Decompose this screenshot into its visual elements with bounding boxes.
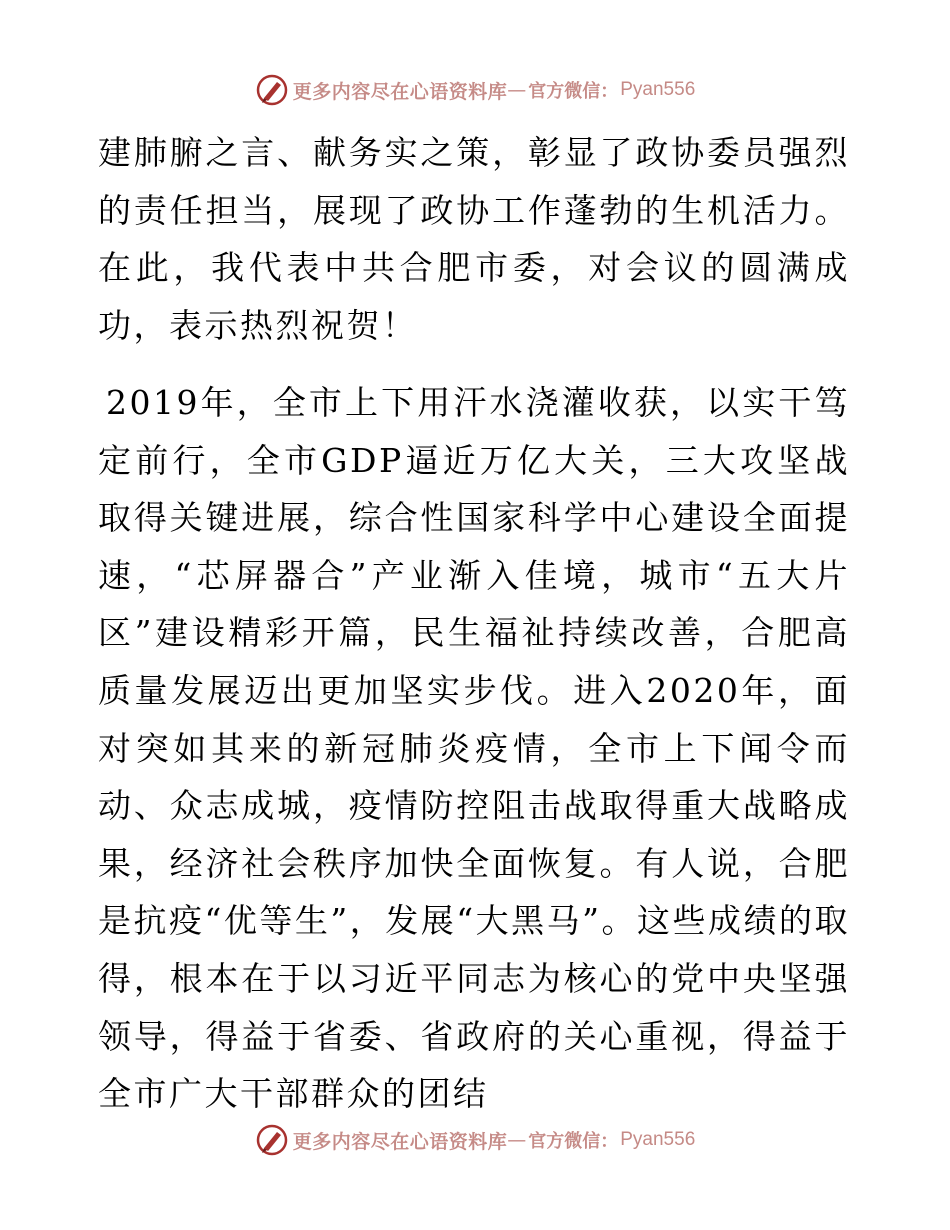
pen-logo-icon — [255, 73, 289, 107]
watermark-separator: — — [507, 1129, 527, 1151]
watermark-wechat-id: Pyan556 — [620, 1129, 696, 1150]
watermark-label: 官方微信： — [528, 1131, 619, 1152]
watermark-text: 更多内容尽在心语资料库 — [292, 80, 508, 103]
watermark-text: 更多内容尽在心语资料库 — [292, 1130, 508, 1153]
pen-logo-icon — [255, 1123, 289, 1157]
document-body — [98, 124, 850, 1123]
paragraph: 2019年，全市上下用汗水浇灌收获，以实干笃定前行，全市GDP逼近万亿大关，三大攻坚战取得关键进展，综合性国家科学中心建设全面提速，“芯屏器合”产业渐入佳境，城市“五大片区”建设精彩开篇，民生福祉持续改善，合肥高质量发展迈出更加坚实步伐。进入2020年，面对突如其来的新冠肺炎疫情，全市上下闻令而动、众志成城，疫情防控阻击战取得重大战略成果，经济社会秩序加快全面恢复。有人说，合肥是抗疫“优等生”，发展“大黑马”。这些成绩的取得，根本在于以习近平同志为核心的党中央坚强领导，得益于省委、省政府的关心重视，得益于全市广大干部群众的团结 — [98, 383, 850, 1114]
watermark-wechat-id: Pyan556 — [620, 79, 696, 100]
footer-watermark — [0, 1120, 950, 1160]
watermark-separator: — — [507, 79, 527, 101]
watermark-label: 官方微信： — [528, 81, 619, 102]
paragraph: 建肺腑之言、献务实之策，彰显了政协委员强烈的责任担当，展现了政协工作蓬勃的生机活力。在此，我代表中共合肥市委，对会议的圆满成功，表示热烈祝贺！ — [98, 133, 850, 345]
header-watermark — [0, 70, 950, 110]
